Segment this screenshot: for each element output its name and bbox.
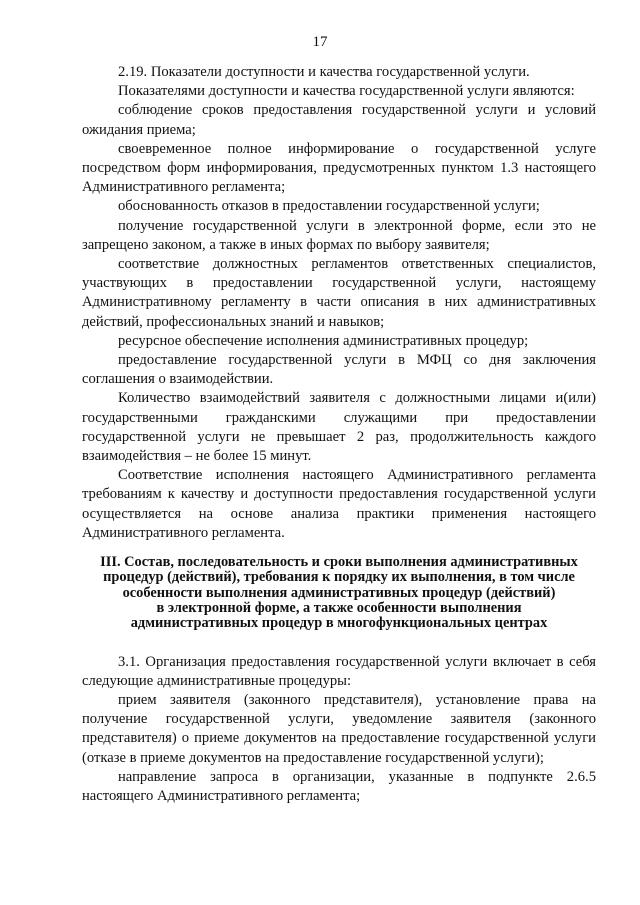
paragraph: 2.19. Показатели доступности и качества государственной услуги. <box>118 64 530 80</box>
paragraph: обоснованность отказов в предоставлении государственной услуги; <box>118 198 540 215</box>
paragraph: соответствие должностных регламентов ответственных специалистов, участвующих в предоставлении государственной услуги, настоящему Административному регламенту в части описания в них административных действий, профессиональных знаний и навыков; <box>82 256 596 330</box>
paragraph: своевременное полное информирование о государственной услуге посредством форм информирования, предусмотренных пунктом 1.3 настоящего Административного регламента; <box>82 140 596 196</box>
paragraph: соблюдение сроков предоставления государственной услуги и условий ожидания приема; <box>82 102 596 138</box>
paragraph: Количество взаимодействий заявителя с должностными лицами и(или) государственными гражданскими служащими при предоставлении государственной услуги не превышает 2 раз, продолжительность каждого взаимодействия – не более 15 минут. <box>82 390 596 465</box>
paragraph: прием заявителя (законного представителя), установление права на получение государственной услуги, уведомление заявителя (законного представителя) о приеме документов на предоставление государственной услуги (отказе в приеме документов на предоставление государственной услуги); <box>82 691 596 766</box>
section-heading-line: административных процедур в многофункциональных центрах <box>130 615 548 632</box>
paragraphs-after-heading <box>82 653 596 807</box>
paragraph: получение государственной услуги в электронной форме, если это не запрещено законом, а также в иных формах по выбору заявителя; <box>82 217 596 253</box>
section-heading-line: процедур (действий), требования к порядку их выполнения, в том числе <box>103 569 575 586</box>
paragraph: Соответствие исполнения настоящего Административного регламента требованиям к качеству и доступности предоставления государственной услуги осуществляется на основе анализа практики применения настоящего Административного регламента. <box>82 467 596 541</box>
section-heading <box>82 555 596 631</box>
section-heading-line: особенности выполнения административных процедур (действий) <box>122 584 556 601</box>
paragraphs-before-heading <box>82 63 596 543</box>
paragraph: Показателями доступности и качества государственной услуги являются: <box>118 83 575 100</box>
section-heading-line: в электронной форме, а также особенности выполнения <box>156 599 522 616</box>
paragraph: 3.1. Организация предоставления государственной услуги включает в себя следующие административные процедуры: <box>82 653 596 689</box>
paragraph: ресурсное обеспечение исполнения административных процедур; <box>118 332 529 349</box>
page-number: 17 <box>312 34 328 50</box>
section-heading-line: III. Состав, последовательность и сроки выполнения административных <box>100 554 578 571</box>
paragraph: предоставление государственной услуги в МФЦ со дня заключения соглашения о взаимодействии. <box>82 352 596 388</box>
document-body <box>82 63 596 806</box>
paragraph: направление запроса в организации, указанные в подпункте 2.6.5 настоящего Административного регламента; <box>82 768 596 804</box>
